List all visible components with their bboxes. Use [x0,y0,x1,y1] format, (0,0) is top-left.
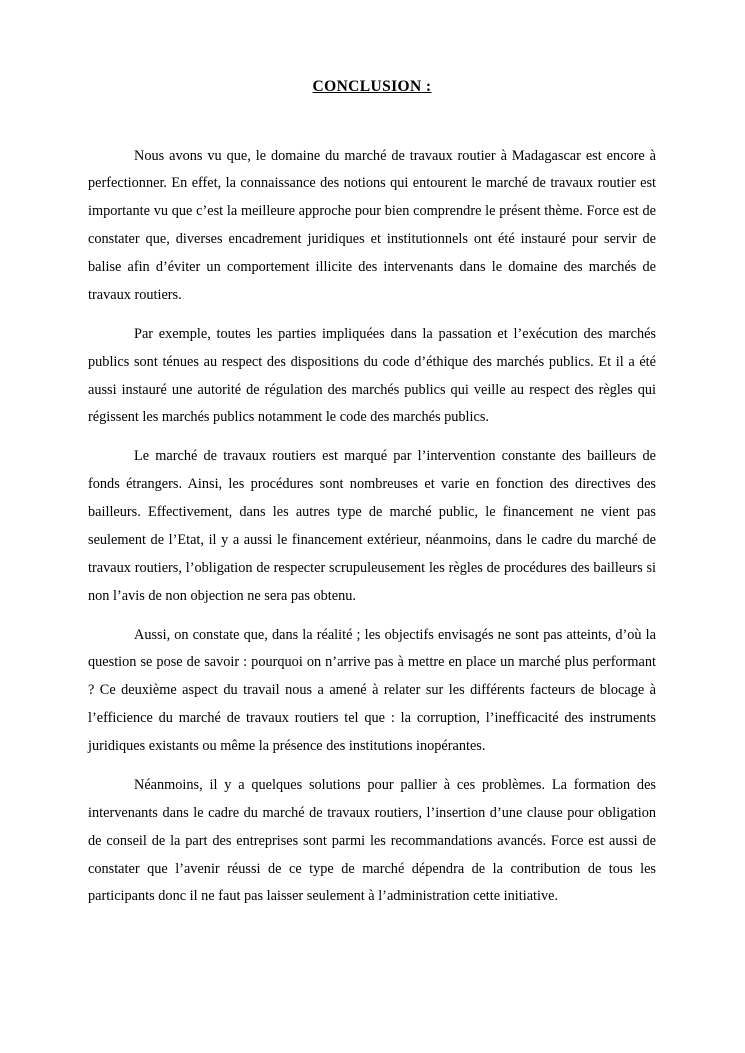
page-title-text: CONCLUSION [312,78,422,95]
paragraph-4: Aussi, on constate que, dans la réalité ; les objectifs envisagés ne sont pas atteints, d’où la question se pose de savoir : pourquoi on n’arrive pas à mettre en place un marché plus performant ? Ce deuxième aspect du travail nous a amené à relater sur les différents facteurs de blocage à l’efficience du marché de travaux routiers tel que : la corruption, l’inefficacité des instruments juridiques existants ou même la présence des institutions inopérantes. [88,626,656,755]
paragraph-2: Par exemple, toutes les parties impliquées dans la passation et l’exécution des marchés publics sont ténues au respect des dispositions du code d’éthique des marchés publics. Et il a été aussi instauré une autorité de régulation des marchés publics qui veille au respect des règles qui régissent les marchés publics notamment le code des marchés publics. [88,325,656,426]
document-body [88,78,656,911]
page-title-colon: : [421,78,432,95]
paragraph-5: Néanmoins, il y a quelques solutions pour pallier à ces problèmes. La formation des intervenants dans le cadre du marché de travaux routiers, l’insertion d’une clause pour obligation de conseil de la part des entreprises sont parmi les recommandations avancés. Force est aussi de constater que l’avenir réussi de ce type de marché dépendra de la contribution de tous les participants donc il ne faut pas laisser seulement à l’administration cette initiative. [88,776,656,905]
paragraph-1: Nous avons vu que, le domaine du marché de travaux routier à Madagascar est encore à perfectionner. En effet, la connaissance des notions qui entourent le marché de travaux routier est importante vu que c’est la meilleure approche pour bien comprendre le présent thème. Force est de constater que, diverses encadrement juridiques et institutionnels ont été instauré pour servir de balise afin d’éviter un comportement illicite des intervenants dans le domaine des marchés de travaux routiers. [88,147,656,303]
page-title [88,78,656,97]
paragraph-3: Le marché de travaux routiers est marqué par l’intervention constante des bailleurs de fonds étrangers. Ainsi, les procédures sont nombreuses et varie en fonction des directives des bailleurs. Effectivement, dans les autres type de marché public, le financement ne vient pas seulement de l’Etat, il y a aussi le financement extérieur, néanmoins, dans le cadre du marché de travaux routiers, l’obligation de respecter scrupuleusement les règles de procédures des bailleurs si non l’avis de non objection ne sera pas obtenu. [88,448,656,604]
